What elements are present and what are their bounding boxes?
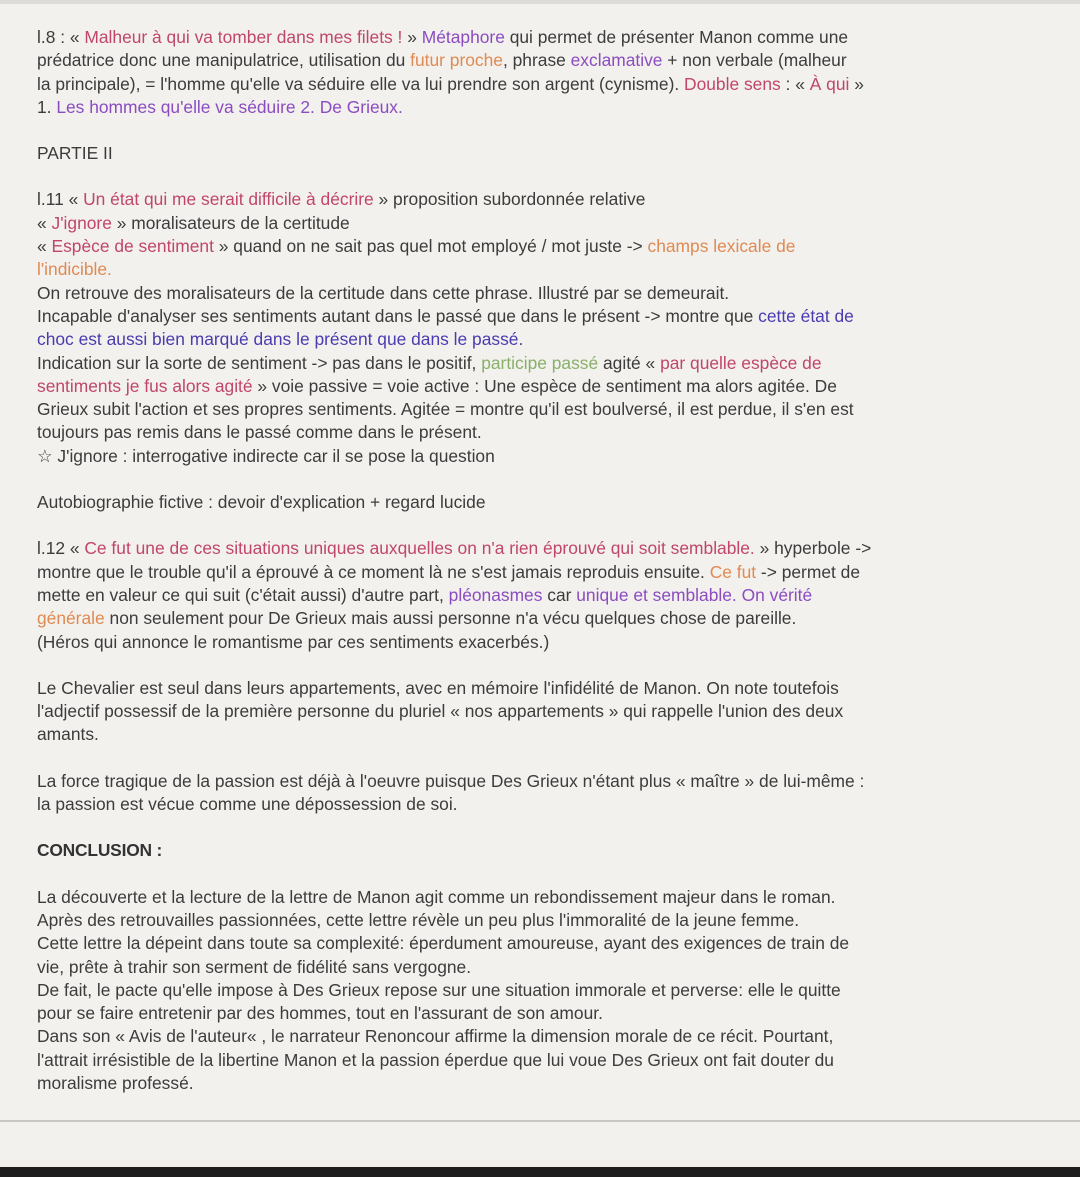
text-span: » — [849, 73, 864, 94]
term-highlight: générale — [37, 608, 105, 629]
text-line — [37, 352, 1067, 375]
text-line: ☆ J'ignore : interrogative indirecte car il se pose la question — [37, 445, 495, 466]
term-highlight: cette état de — [758, 305, 854, 326]
text-span: « — [37, 212, 52, 233]
text-span: 1. — [37, 96, 57, 117]
text-line: Grieux subit l'action et ses propres sentiments. Agitée = montre qu'il est boulversé, il est perdue, il s'en est — [37, 399, 854, 420]
autobiography-note: Autobiographie fictive : devoir d'explication + regard lucide — [37, 492, 486, 513]
text-line: l'indicible. — [37, 259, 112, 280]
text-span: + non verbale (malheur — [662, 50, 847, 71]
quote-highlight: Ce fut une de ces situations uniques auxquelles on n'a rien éprouvé qui soit semblable. — [84, 538, 755, 559]
text-line — [37, 235, 1067, 258]
paragraph-passion — [37, 770, 1067, 817]
text-span: « — [37, 236, 52, 257]
term-highlight: Double sens — [684, 73, 781, 94]
text-line: On retrouve des moralisateurs de la certitude dans cette phrase. Illustré par se demeurait. — [37, 282, 730, 303]
text-line — [37, 584, 1067, 607]
text-line: Dans son « Avis de l'auteur« , le narrateur Renoncour affirme la dimension morale de ce récit. Pourtant, — [37, 1026, 834, 1047]
text-span: agité « — [598, 352, 661, 373]
term-highlight: unique et semblable. On vérité — [576, 584, 813, 605]
text-line: l'attrait irrésistible de la libertine Manon et la passion éperdue que lui voue Des Grieux ont fait douter du — [37, 1049, 834, 1070]
top-border — [0, 0, 1080, 4]
document-page — [37, 26, 1067, 1095]
text-line: toujours pas remis dans le passé comme dans le présent. — [37, 422, 482, 443]
quote-highlight: Espèce de sentiment — [51, 236, 214, 257]
text-span: Incapable d'analyser ses sentiments autant dans le passé que dans le présent -> montre que — [37, 305, 759, 326]
text-span: qui permet de présenter Manon comme une — [504, 27, 849, 47]
text-span: » hyperbole -> — [754, 538, 872, 559]
footer-divider — [0, 1120, 1080, 1122]
quote-highlight: sentiments je fus alors agité — [37, 375, 253, 396]
term-highlight: Les hommes qu'elle va séduire 2. De Grieux. — [56, 96, 403, 117]
text-span: » quand on ne sait pas quel mot employé / mot juste -> — [213, 236, 648, 257]
text-line — [37, 212, 1067, 235]
text-span: » proposition subordonnée relative — [373, 189, 646, 210]
text-line: pour se faire entretenir par des hommes, tout en l'assurant de son amour. — [37, 1003, 603, 1024]
term-highlight: Ce fut — [709, 561, 757, 582]
text-span: : « — [780, 73, 810, 94]
text-line: La découverte et la lecture de la lettre de Manon agit comme un rebondissement majeur dans le roman. — [37, 886, 836, 907]
term-highlight: Métaphore — [421, 27, 505, 47]
text-line: choc est aussi bien marqué dans le présent que dans le passé. — [37, 329, 524, 350]
text-span: la principale), = l'homme qu'elle va séduire elle va lui prendre son argent (cynisme). — [37, 73, 685, 94]
text-line: amants. — [37, 724, 99, 745]
section-l11 — [37, 188, 1067, 468]
quote-highlight: Un état qui me serait difficile à décrire — [83, 189, 374, 210]
text-line: Après des retrouvailles passionnées, cette lettre révèle un peu plus l'immoralité de la jeune femme. — [37, 909, 800, 930]
conclusion-heading: CONCLUSION : — [37, 840, 163, 861]
term-highlight: futur proche — [410, 50, 503, 71]
text-span: mette en valeur ce qui suit (c'était aussi) d'autre part, — [37, 584, 449, 605]
conclusion-body — [37, 886, 1067, 1096]
text-span: l.12 « — [37, 538, 85, 559]
term-highlight: pléonasmes — [448, 584, 543, 605]
section-l12 — [37, 537, 1067, 653]
text-span: , phrase — [502, 50, 571, 71]
text-line — [37, 26, 1067, 49]
text-line — [37, 561, 1067, 584]
section-l8 — [37, 26, 1067, 119]
text-line: De fait, le pacte qu'elle impose à Des Grieux repose sur une situation immorale et perverse: elle le quitte — [37, 979, 841, 1000]
term-highlight: exclamative — [570, 50, 663, 71]
text-span: » — [402, 27, 422, 47]
text-line — [37, 96, 1067, 119]
text-line — [37, 73, 1067, 96]
text-line: Cette lettre la dépeint dans toute sa complexité: éperdument amoureuse, ayant des exigences de train de — [37, 933, 850, 954]
text-line: moralisme professé. — [37, 1072, 194, 1093]
text-span: prédatrice donc une manipulatrice, utilisation du — [37, 50, 411, 71]
bottom-bar — [0, 1167, 1080, 1177]
text-span: car — [542, 584, 577, 605]
text-line — [37, 188, 1067, 211]
text-line: (Héros qui annonce le romantisme par ces sentiments exacerbés.) — [37, 631, 550, 652]
text-span: non seulement pour De Grieux mais aussi personne n'a vécu quelques chose de pareille. — [104, 608, 797, 629]
term-highlight: champs lexicale de — [647, 236, 796, 257]
text-span: montre que le trouble qu'il a éprouvé à ce moment là ne s'est jamais reproduis ensuite. — [37, 561, 710, 582]
text-line — [37, 375, 1067, 398]
quote-highlight: À qui — [809, 73, 850, 94]
text-line: Le Chevalier est seul dans leurs appartements, avec en mémoire l'infidélité de Manon. On note toutefois — [37, 677, 839, 698]
text-span: » voie passive = voie active : Une espèce de sentiment ma alors agitée. De — [252, 375, 837, 396]
text-line: la passion est vécue comme une dépossession de soi. — [37, 794, 458, 815]
text-line — [37, 607, 1067, 630]
term-highlight: participe passé — [481, 352, 599, 373]
text-line — [37, 305, 1067, 328]
text-span: -> permet de — [756, 561, 861, 582]
quote-highlight: J'ignore — [51, 212, 112, 233]
text-line — [37, 49, 1067, 72]
text-line: La force tragique de la passion est déjà à l'oeuvre puisque Des Grieux n'étant plus « maître » de lui-même : — [37, 770, 865, 791]
text-line: l'adjectif possessif de la première personne du pluriel « nos appartements » qui rappelle l'union des deux — [37, 701, 844, 722]
text-span: » moralisateurs de la certitude — [111, 212, 350, 233]
section-heading-partie-2: PARTIE II — [37, 143, 113, 164]
text-span: l.8 : « — [37, 27, 85, 47]
text-line: vie, prête à trahir son serment de fidélité sans vergogne. — [37, 956, 472, 977]
text-span: l.11 « — [37, 189, 84, 210]
text-line — [37, 537, 1067, 560]
text-span: Indication sur la sorte de sentiment -> pas dans le positif, — [37, 352, 482, 373]
quote-highlight: Malheur à qui va tomber dans mes filets ! — [84, 27, 403, 47]
quote-highlight: par quelle espèce de — [660, 352, 822, 373]
paragraph-chevalier — [37, 677, 1067, 747]
